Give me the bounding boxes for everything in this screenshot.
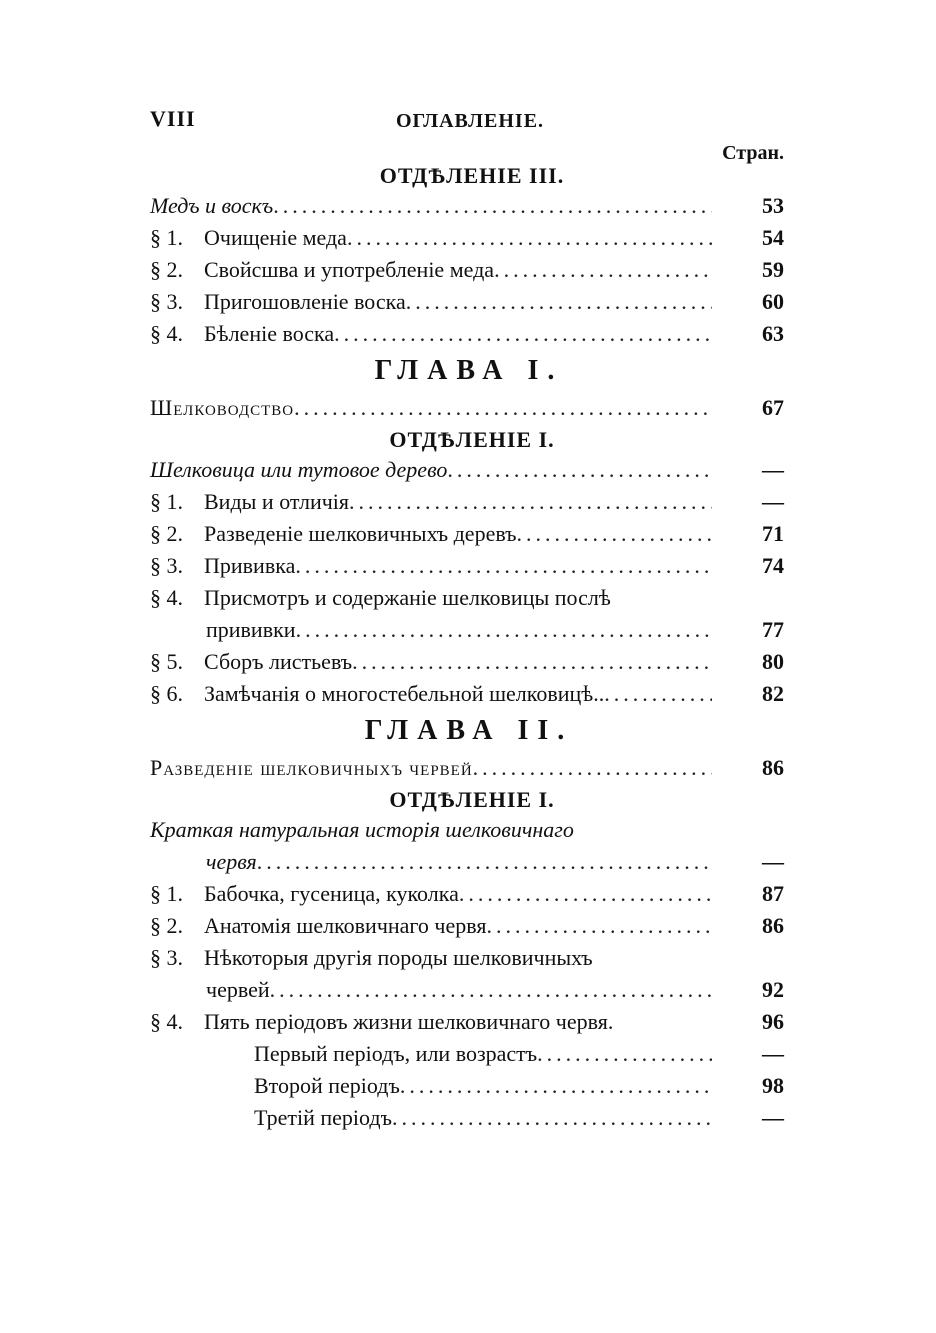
toc-entry xyxy=(150,222,788,254)
entry-number: § 4. xyxy=(150,321,183,346)
entry-number: § 3. xyxy=(150,289,183,314)
entry-page: 96 xyxy=(762,1009,784,1034)
toc-entry xyxy=(150,454,788,486)
pages-column-label: Стран. xyxy=(722,142,784,164)
entry-title: червя xyxy=(206,849,257,874)
entry-title: Присмотръ и содержанiе шелковицы послѣ xyxy=(204,585,611,610)
entry-page: 80 xyxy=(762,649,784,674)
section-heading: ОТДѢЛЕНIЕ III. xyxy=(379,163,565,188)
leader-dots xyxy=(349,486,712,518)
leader-dots xyxy=(347,222,712,254)
leader-dots xyxy=(273,190,712,222)
leader-dots xyxy=(459,878,712,910)
entry-title: Бабочка, гусеница, куколка xyxy=(204,881,459,906)
entry-title: Нѣкоторыя другiя породы шелковичныхъ xyxy=(204,945,593,970)
toc-entry xyxy=(150,814,788,846)
entry-page: 86 xyxy=(762,755,784,780)
entry-page: 67 xyxy=(762,395,784,420)
entry-title: Разведенiе шелковичныхъ деревъ xyxy=(204,521,517,546)
entry-title: Очищенiе меда xyxy=(204,225,347,250)
entry-page: 86 xyxy=(762,913,784,938)
entry-number: § 2. xyxy=(150,257,183,282)
entry-page: 77 xyxy=(762,617,784,642)
entry-page: 92 xyxy=(762,977,784,1002)
running-title: ОГЛАВЛЕНIЕ. xyxy=(395,110,545,132)
entry-title: Третiй перiодъ xyxy=(254,1105,392,1130)
toc-entry xyxy=(150,646,788,678)
toc-entry xyxy=(150,678,788,710)
entry-number: § 5. xyxy=(150,649,183,674)
entry-title: Бѣленiе воска xyxy=(204,321,335,346)
toc-entry xyxy=(150,1102,788,1134)
leader-dots xyxy=(295,550,712,582)
section-heading: ОТДѢЛЕНIЕ I. xyxy=(389,427,555,452)
entry-page: 71 xyxy=(762,521,784,546)
page-header xyxy=(150,106,790,146)
leader-dots xyxy=(334,318,712,350)
entry-number: § 6. xyxy=(150,681,183,706)
entry-number: § 4. xyxy=(150,585,183,610)
entry-page: 63 xyxy=(762,321,784,346)
toc-entry xyxy=(150,286,788,318)
toc-entry xyxy=(150,318,788,350)
table-of-contents xyxy=(150,160,788,1134)
entry-number: § 1. xyxy=(150,489,183,514)
entry-title: Свойсшва и употребленiе меда xyxy=(204,257,495,282)
toc-entry xyxy=(150,846,788,878)
entry-title: Первый перiодъ, или возрастъ xyxy=(254,1041,538,1066)
entry-page: — xyxy=(762,1105,784,1130)
toc-entry xyxy=(150,1038,788,1070)
leader-dots xyxy=(257,846,712,878)
toc-entry xyxy=(150,518,788,550)
entry-page: 53 xyxy=(762,193,784,218)
leader-dots xyxy=(517,518,712,550)
chapter-heading: ГЛАВА II. xyxy=(364,715,574,746)
entry-number: § 1. xyxy=(150,881,183,906)
toc-entry xyxy=(150,550,788,582)
chapter-heading: ГЛАВА I. xyxy=(374,355,564,386)
leader-dots xyxy=(486,910,712,942)
leader-dots xyxy=(392,1102,712,1134)
leader-dots xyxy=(604,678,712,710)
toc-entry xyxy=(150,1006,788,1038)
toc-entry xyxy=(150,486,788,518)
toc-entry xyxy=(150,614,788,646)
leader-dots xyxy=(406,286,712,318)
entry-title: Замѣчанiя о многостебельной шелковицѣ.. xyxy=(204,681,605,706)
entry-number: § 2. xyxy=(150,913,183,938)
leader-dots xyxy=(294,392,712,424)
entry-title: Пять перiодовъ жизни шелковичнаго червя. xyxy=(204,1009,614,1034)
entry-page: — xyxy=(762,457,784,482)
entry-title: Медъ и воскъ xyxy=(150,193,274,218)
entry-page: — xyxy=(762,1041,784,1066)
leader-dots xyxy=(270,974,712,1006)
entry-number: § 4. xyxy=(150,1009,183,1034)
toc-entry xyxy=(150,878,788,910)
section-heading: ОТДѢЛЕНIЕ I. xyxy=(389,787,555,812)
entry-number: § 3. xyxy=(150,553,183,578)
leader-dots xyxy=(400,1070,712,1102)
toc-entry xyxy=(150,910,788,942)
entry-page: — xyxy=(762,849,784,874)
entry-page: 54 xyxy=(762,225,784,250)
toc-entry xyxy=(150,254,788,286)
entry-page: 82 xyxy=(762,681,784,706)
entry-title: Разведенiе шелковичныхъ червей xyxy=(150,755,473,780)
entry-title: Сборъ листьевъ xyxy=(204,649,353,674)
entry-title: Пригошовленiе воска xyxy=(204,289,406,314)
toc-entry xyxy=(150,190,788,222)
toc-entry xyxy=(150,752,788,784)
entry-title: Шелковица или тутовое дерево xyxy=(150,457,448,482)
entry-number: § 2. xyxy=(150,521,183,546)
entry-page: 59 xyxy=(762,257,784,282)
entry-title: Краткая натуральная исторiя шелковичнаго xyxy=(150,817,574,842)
toc-entry xyxy=(150,1070,788,1102)
toc-entry xyxy=(150,974,788,1006)
entry-page: 98 xyxy=(762,1073,784,1098)
toc-entry xyxy=(150,392,788,424)
entry-number: § 3. xyxy=(150,945,183,970)
entry-title: Шелководство xyxy=(150,395,295,420)
leader-dots xyxy=(494,254,712,286)
entry-page: 60 xyxy=(762,289,784,314)
toc-entry xyxy=(150,582,788,614)
entry-title: Виды и отличiя xyxy=(204,489,350,514)
leader-dots xyxy=(352,646,712,678)
entry-title: Анатомiя шелковичнаго червя xyxy=(204,913,487,938)
leader-dots xyxy=(537,1038,712,1070)
leader-dots xyxy=(296,614,712,646)
entry-page: 74 xyxy=(762,553,784,578)
leader-dots xyxy=(473,752,712,784)
entry-page: — xyxy=(762,489,784,514)
entry-title: прививки xyxy=(206,617,296,642)
leader-dots xyxy=(447,454,712,486)
entry-title: Прививка xyxy=(204,553,296,578)
entry-page: 87 xyxy=(762,881,784,906)
entry-number: § 1. xyxy=(150,225,183,250)
entry-title: червей xyxy=(206,977,270,1002)
toc-entry xyxy=(150,942,788,974)
entry-title: Второй перiодъ xyxy=(254,1073,400,1098)
page-number: VIII xyxy=(150,106,196,131)
